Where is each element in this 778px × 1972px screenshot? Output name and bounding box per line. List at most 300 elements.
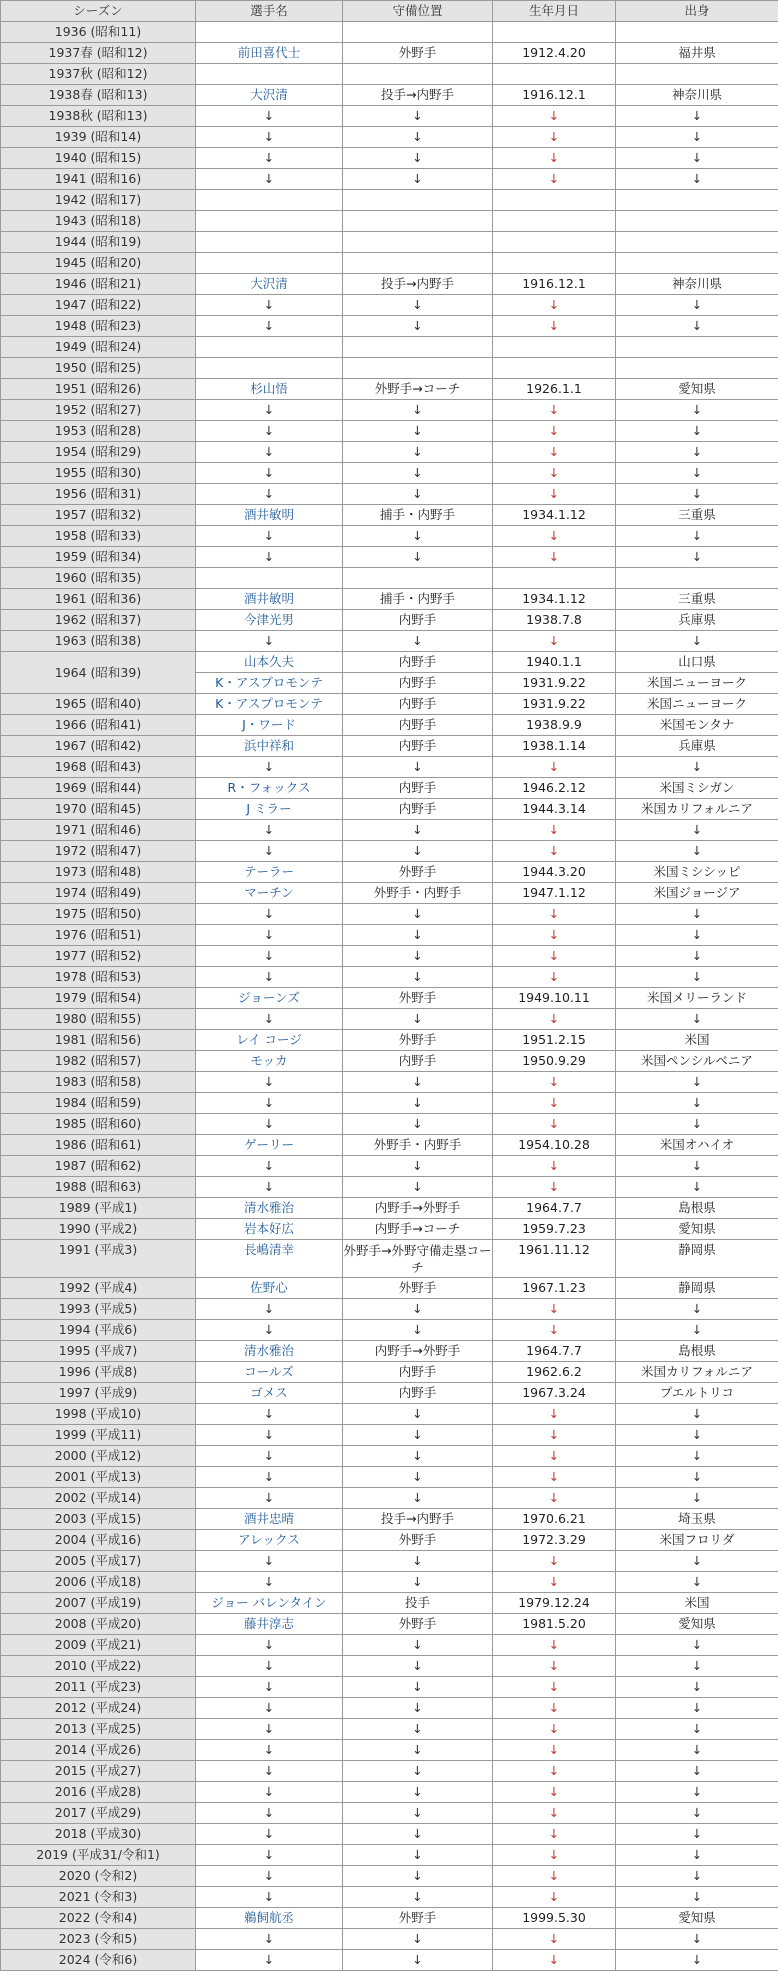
position-cell: ↓ <box>343 1803 493 1824</box>
birth-cell <box>493 190 616 211</box>
player-cell[interactable]: ↓ <box>196 1719 343 1740</box>
player-cell[interactable]: ↓ <box>196 148 343 169</box>
table-row <box>1 568 778 589</box>
birth-cell: 1967.1.23 <box>493 1278 616 1299</box>
origin-cell: ↓ <box>616 904 778 925</box>
table-row <box>1 967 778 988</box>
player-cell[interactable]: 杉山悟 <box>196 379 343 400</box>
player-cell[interactable]: ↓ <box>196 1467 343 1488</box>
table-row <box>1 1803 778 1824</box>
birth-cell: ↓ <box>493 1177 616 1198</box>
position-cell: ↓ <box>343 1404 493 1425</box>
birth-cell: ↓ <box>493 1467 616 1488</box>
season-cell: 1966 (昭和41) <box>1 715 196 736</box>
origin-cell: 静岡県 <box>616 1278 778 1299</box>
season-cell: 1977 (昭和52) <box>1 946 196 967</box>
player-cell[interactable]: 長嶋清幸 <box>196 1240 343 1278</box>
season-cell: 1970 (昭和45) <box>1 799 196 820</box>
position-cell: 内野手 <box>343 652 493 673</box>
player-cell[interactable]: ↓ <box>196 1404 343 1425</box>
player-cell[interactable]: ↓ <box>196 1929 343 1950</box>
player-cell[interactable]: ↓ <box>196 1824 343 1845</box>
origin-cell: ↓ <box>616 1572 778 1593</box>
player-cell[interactable]: 鵜飼航丞 <box>196 1908 343 1929</box>
table-row <box>1 862 778 883</box>
table-row <box>1 1114 778 1135</box>
player-cell[interactable]: ↓ <box>196 526 343 547</box>
player-cell[interactable]: ↓ <box>196 967 343 988</box>
position-cell: ↓ <box>343 1635 493 1656</box>
season-cell: 1976 (昭和51) <box>1 925 196 946</box>
birth-cell: ↓ <box>493 1551 616 1572</box>
player-cell[interactable]: ↓ <box>196 1698 343 1719</box>
table-row <box>1 64 778 85</box>
birth-cell <box>493 568 616 589</box>
origin-cell: ↓ <box>616 1803 778 1824</box>
position-cell: ↓ <box>343 1425 493 1446</box>
position-cell: 外野手 <box>343 862 493 883</box>
header-player: 選手名 <box>196 1 343 22</box>
player-cell[interactable]: ↓ <box>196 1845 343 1866</box>
table-row <box>1 211 778 232</box>
season-cell: 1989 (平成1) <box>1 1198 196 1219</box>
position-cell: 捕手・内野手 <box>343 505 493 526</box>
player-cell[interactable]: ↓ <box>196 442 343 463</box>
player-cell[interactable]: ↓ <box>196 1425 343 1446</box>
player-cell[interactable]: ↓ <box>196 400 343 421</box>
position-cell: 外野手 <box>343 1030 493 1051</box>
season-cell: 1936 (昭和11) <box>1 22 196 43</box>
position-cell: ↓ <box>343 463 493 484</box>
player-cell[interactable] <box>196 337 343 358</box>
origin-cell <box>616 568 778 589</box>
birth-cell: ↓ <box>493 547 616 568</box>
player-cell[interactable]: ↓ <box>196 841 343 862</box>
player-cell[interactable]: ↓ <box>196 1803 343 1824</box>
table-row <box>1 1219 778 1240</box>
birth-cell: ↓ <box>493 1845 616 1866</box>
birth-cell: ↓ <box>493 1950 616 1971</box>
position-cell: 内野手 <box>343 778 493 799</box>
position-cell: 内野手→コーチ <box>343 1219 493 1240</box>
table-row <box>1 610 778 631</box>
birth-cell: ↓ <box>493 1803 616 1824</box>
table-row <box>1 1866 778 1887</box>
origin-cell: ↓ <box>616 1177 778 1198</box>
season-cell: 1964 (昭和39) <box>1 652 196 694</box>
player-cell[interactable]: ↓ <box>196 1656 343 1677</box>
birth-cell: 1950.9.29 <box>493 1051 616 1072</box>
origin-cell: 米国ペンシルベニア <box>616 1051 778 1072</box>
position-cell: ↓ <box>343 1072 493 1093</box>
table-row <box>1 1551 778 1572</box>
table-row <box>1 169 778 190</box>
player-cell[interactable]: ↓ <box>196 904 343 925</box>
position-cell: ↓ <box>343 106 493 127</box>
player-cell[interactable]: ↓ <box>196 1446 343 1467</box>
birth-cell: ↓ <box>493 904 616 925</box>
player-cell[interactable]: ↓ <box>196 1551 343 1572</box>
season-cell: 2009 (平成21) <box>1 1635 196 1656</box>
player-cell[interactable]: ↓ <box>196 1635 343 1656</box>
birth-cell: ↓ <box>493 1093 616 1114</box>
table-row <box>1 1950 778 1971</box>
table-row <box>1 820 778 841</box>
season-cell: 2023 (令和5) <box>1 1929 196 1950</box>
birth-cell: ↓ <box>493 127 616 148</box>
table-row <box>1 43 778 64</box>
player-cell[interactable]: モッカ <box>196 1051 343 1072</box>
player-cell[interactable]: 清水雅治 <box>196 1341 343 1362</box>
player-cell[interactable]: ↓ <box>196 547 343 568</box>
table-row <box>1 1177 778 1198</box>
player-cell[interactable]: ↓ <box>196 1009 343 1030</box>
position-cell: 捕手・内野手 <box>343 589 493 610</box>
table-row <box>1 1698 778 1719</box>
player-cell[interactable]: レイ コージ <box>196 1030 343 1051</box>
birth-cell: ↓ <box>493 631 616 652</box>
birth-cell: ↓ <box>493 1009 616 1030</box>
position-cell: ↓ <box>343 1866 493 1887</box>
origin-cell: ↓ <box>616 1929 778 1950</box>
season-cell: 1944 (昭和19) <box>1 232 196 253</box>
player-cell[interactable]: 大沢清 <box>196 85 343 106</box>
position-cell: ↓ <box>343 148 493 169</box>
table-row <box>1 1488 778 1509</box>
player-cell[interactable]: ↓ <box>196 1761 343 1782</box>
player-cell[interactable]: ↓ <box>196 1950 343 1971</box>
player-cell[interactable]: ↓ <box>196 316 343 337</box>
position-cell: 外野手→外野守備走塁コーチ <box>343 1240 493 1278</box>
player-cell[interactable] <box>196 64 343 85</box>
table-row <box>1 589 778 610</box>
position-cell: ↓ <box>343 442 493 463</box>
birth-cell: 1931.9.22 <box>493 673 616 694</box>
origin-cell: ↓ <box>616 1299 778 1320</box>
position-cell: ↓ <box>343 1551 493 1572</box>
birth-cell: 1944.3.14 <box>493 799 616 820</box>
season-cell: 1948 (昭和23) <box>1 316 196 337</box>
position-cell: ↓ <box>343 631 493 652</box>
player-cell[interactable]: 酒井敏明 <box>196 505 343 526</box>
player-cell[interactable]: ↓ <box>196 169 343 190</box>
table-row <box>1 1404 778 1425</box>
origin-cell: ↓ <box>616 1761 778 1782</box>
birth-cell: ↓ <box>493 841 616 862</box>
position-cell: 外野手→コーチ <box>343 379 493 400</box>
position-cell: 内野手 <box>343 1383 493 1404</box>
birth-cell: 1938.9.9 <box>493 715 616 736</box>
origin-cell: 福井県 <box>616 43 778 64</box>
player-cell[interactable]: アレックス <box>196 1530 343 1551</box>
season-cell: 1957 (昭和32) <box>1 505 196 526</box>
player-cell[interactable] <box>196 358 343 379</box>
table-row <box>1 1156 778 1177</box>
season-cell: 1983 (昭和58) <box>1 1072 196 1093</box>
player-cell[interactable]: ↓ <box>196 757 343 778</box>
origin-cell: ↓ <box>616 757 778 778</box>
player-cell[interactable]: 前田喜代士 <box>196 43 343 64</box>
season-cell: 2015 (平成27) <box>1 1761 196 1782</box>
origin-cell: ↓ <box>616 820 778 841</box>
position-cell: 外野手 <box>343 1278 493 1299</box>
player-cell[interactable]: 清水雅治 <box>196 1198 343 1219</box>
player-cell[interactable]: 酒井忠晴 <box>196 1509 343 1530</box>
table-row <box>1 358 778 379</box>
origin-cell: ↓ <box>616 1009 778 1030</box>
season-cell: 1985 (昭和60) <box>1 1114 196 1135</box>
season-cell: 1938秋 (昭和13) <box>1 106 196 127</box>
table-row <box>1 631 778 652</box>
player-cell[interactable]: ↓ <box>196 1177 343 1198</box>
table-row <box>1 1635 778 1656</box>
origin-cell: 兵庫県 <box>616 610 778 631</box>
birth-cell <box>493 253 616 274</box>
position-cell: ↓ <box>343 1467 493 1488</box>
season-cell: 1994 (平成6) <box>1 1320 196 1341</box>
table-row <box>1 1278 778 1299</box>
player-cell[interactable]: ジョー バレンタイン <box>196 1593 343 1614</box>
origin-cell: ↓ <box>616 1425 778 1446</box>
player-cell[interactable] <box>196 232 343 253</box>
table-row <box>1 337 778 358</box>
origin-cell: ↓ <box>616 1551 778 1572</box>
table-row <box>1 799 778 820</box>
origin-cell <box>616 211 778 232</box>
season-cell: 2016 (平成28) <box>1 1782 196 1803</box>
position-cell: ↓ <box>343 1950 493 1971</box>
header-birth: 生年月日 <box>493 1 616 22</box>
player-cell[interactable]: ↓ <box>196 106 343 127</box>
table-row <box>1 400 778 421</box>
birth-cell: 1951.2.15 <box>493 1030 616 1051</box>
season-cell: 2003 (平成15) <box>1 1509 196 1530</box>
position-cell: 外野手 <box>343 1908 493 1929</box>
season-cell: 1939 (昭和14) <box>1 127 196 148</box>
player-cell[interactable]: コールズ <box>196 1362 343 1383</box>
table-row <box>1 1009 778 1030</box>
player-cell[interactable]: ↓ <box>196 1114 343 1135</box>
player-cell[interactable]: ↓ <box>196 1488 343 1509</box>
table-row <box>1 988 778 1009</box>
table-row <box>1 1362 778 1383</box>
player-cell[interactable]: ↓ <box>196 1782 343 1803</box>
table-row <box>1 253 778 274</box>
birth-cell: 1947.1.12 <box>493 883 616 904</box>
birth-cell: 1972.3.29 <box>493 1530 616 1551</box>
table-row <box>1 22 778 43</box>
table-row <box>1 1299 778 1320</box>
table-row <box>1 1383 778 1404</box>
player-cell[interactable]: ↓ <box>196 421 343 442</box>
table-row <box>1 1614 778 1635</box>
player-cell[interactable]: ↓ <box>196 946 343 967</box>
position-cell: ↓ <box>343 841 493 862</box>
season-cell: 1960 (昭和35) <box>1 568 196 589</box>
birth-cell <box>493 232 616 253</box>
player-cell[interactable]: ↓ <box>196 1299 343 1320</box>
season-cell: 1940 (昭和15) <box>1 148 196 169</box>
table-row <box>1 1656 778 1677</box>
origin-cell <box>616 232 778 253</box>
player-cell[interactable]: 山本久夫 <box>196 652 343 673</box>
player-cell[interactable]: ↓ <box>196 1072 343 1093</box>
player-cell[interactable]: K・アスプロモンテ <box>196 694 343 715</box>
origin-cell <box>616 337 778 358</box>
player-cell[interactable]: ↓ <box>196 631 343 652</box>
player-cell[interactable]: ↓ <box>196 1156 343 1177</box>
table-row <box>1 316 778 337</box>
origin-cell: ↓ <box>616 1698 778 1719</box>
position-cell: ↓ <box>343 484 493 505</box>
player-cell[interactable]: 岩本好広 <box>196 1219 343 1240</box>
birth-cell: ↓ <box>493 1929 616 1950</box>
season-cell: 2013 (平成25) <box>1 1719 196 1740</box>
table-row <box>1 190 778 211</box>
table-row <box>1 85 778 106</box>
origin-cell: 山口県 <box>616 652 778 673</box>
birth-cell: 1970.6.21 <box>493 1509 616 1530</box>
player-cell[interactable]: 浜中祥和 <box>196 736 343 757</box>
origin-cell: ↓ <box>616 1824 778 1845</box>
table-row <box>1 274 778 295</box>
player-cell[interactable]: J ミラー <box>196 799 343 820</box>
player-cell[interactable]: ゲーリー <box>196 1135 343 1156</box>
origin-cell: ↓ <box>616 1114 778 1135</box>
season-cell: 1937春 (昭和12) <box>1 43 196 64</box>
origin-cell: ↓ <box>616 106 778 127</box>
origin-cell: 米国ミシガン <box>616 778 778 799</box>
season-cell: 1993 (平成5) <box>1 1299 196 1320</box>
player-cell[interactable]: 今津光男 <box>196 610 343 631</box>
position-cell: ↓ <box>343 547 493 568</box>
season-cell: 2008 (平成20) <box>1 1614 196 1635</box>
player-cell[interactable]: 佐野心 <box>196 1278 343 1299</box>
table-row <box>1 484 778 505</box>
birth-cell: ↓ <box>493 1635 616 1656</box>
birth-cell: ↓ <box>493 1072 616 1093</box>
player-cell[interactable]: マーチン <box>196 883 343 904</box>
origin-cell: ↓ <box>616 127 778 148</box>
birth-cell <box>493 64 616 85</box>
origin-cell: 愛知県 <box>616 1219 778 1240</box>
position-cell: ↓ <box>343 967 493 988</box>
player-cell[interactable]: ↓ <box>196 1572 343 1593</box>
season-cell: 1946 (昭和21) <box>1 274 196 295</box>
position-cell: 投手→内野手 <box>343 274 493 295</box>
table-row <box>1 1761 778 1782</box>
player-cell[interactable]: ↓ <box>196 925 343 946</box>
player-cell[interactable]: ↓ <box>196 484 343 505</box>
player-cell[interactable]: 酒井敏明 <box>196 589 343 610</box>
header-origin: 出身 <box>616 1 778 22</box>
origin-cell <box>616 190 778 211</box>
player-cell[interactable]: ↓ <box>196 1887 343 1908</box>
origin-cell: 愛知県 <box>616 1614 778 1635</box>
season-cell: 1971 (昭和46) <box>1 820 196 841</box>
season-cell: 1950 (昭和25) <box>1 358 196 379</box>
position-cell: ↓ <box>343 1887 493 1908</box>
player-cell[interactable]: ↓ <box>196 295 343 316</box>
player-cell[interactable]: 藤井淳志 <box>196 1614 343 1635</box>
season-cell: 2024 (令和6) <box>1 1950 196 1971</box>
season-cell: 1947 (昭和22) <box>1 295 196 316</box>
table-row <box>1 1072 778 1093</box>
position-cell: 外野手 <box>343 988 493 1009</box>
origin-cell: 埼玉県 <box>616 1509 778 1530</box>
player-cell[interactable]: K・アスプロモンテ <box>196 673 343 694</box>
position-cell: ↓ <box>343 316 493 337</box>
player-cell[interactable]: ↓ <box>196 1866 343 1887</box>
season-cell: 1952 (昭和27) <box>1 400 196 421</box>
origin-cell: 神奈川県 <box>616 85 778 106</box>
player-cell[interactable]: ↓ <box>196 1320 343 1341</box>
position-cell <box>343 568 493 589</box>
birth-cell: 1967.3.24 <box>493 1383 616 1404</box>
table-row <box>1 505 778 526</box>
position-cell: 内野手 <box>343 1362 493 1383</box>
table-row <box>1 1740 778 1761</box>
player-cell[interactable]: 大沢清 <box>196 274 343 295</box>
position-cell: ↓ <box>343 1929 493 1950</box>
player-cell[interactable]: ↓ <box>196 127 343 148</box>
origin-cell: ↓ <box>616 442 778 463</box>
player-cell[interactable]: ↓ <box>196 1677 343 1698</box>
table-row <box>1 1509 778 1530</box>
birth-cell: ↓ <box>493 1299 616 1320</box>
player-cell[interactable]: J・ワード <box>196 715 343 736</box>
birth-cell: 1999.5.30 <box>493 1908 616 1929</box>
season-cell: 2014 (平成26) <box>1 1740 196 1761</box>
position-cell <box>343 64 493 85</box>
position-cell: 内野手 <box>343 715 493 736</box>
player-cell[interactable] <box>196 211 343 232</box>
position-cell: 外野手 <box>343 1614 493 1635</box>
player-cell[interactable]: ゴメス <box>196 1383 343 1404</box>
season-cell: 2005 (平成17) <box>1 1551 196 1572</box>
position-cell: ↓ <box>343 1761 493 1782</box>
season-cell: 2018 (平成30) <box>1 1824 196 1845</box>
origin-cell: ↓ <box>616 1072 778 1093</box>
season-cell: 1997 (平成9) <box>1 1383 196 1404</box>
player-cell[interactable]: ジョーンズ <box>196 988 343 1009</box>
position-cell: ↓ <box>343 1782 493 1803</box>
table-row <box>1 1341 778 1362</box>
birth-cell <box>493 211 616 232</box>
player-cell[interactable]: ↓ <box>196 820 343 841</box>
birth-cell: ↓ <box>493 148 616 169</box>
table-row <box>1 1593 778 1614</box>
player-cell[interactable] <box>196 568 343 589</box>
player-cell[interactable]: ↓ <box>196 1740 343 1761</box>
player-cell[interactable]: ↓ <box>196 463 343 484</box>
position-cell: ↓ <box>343 1320 493 1341</box>
player-cell[interactable]: テーラー <box>196 862 343 883</box>
roster-body <box>1 22 778 1971</box>
position-cell: 外野手 <box>343 43 493 64</box>
player-cell[interactable] <box>196 190 343 211</box>
table-row <box>1 925 778 946</box>
table-row <box>1 379 778 400</box>
table-row <box>1 946 778 967</box>
player-cell[interactable]: ↓ <box>196 1093 343 1114</box>
table-row <box>1 295 778 316</box>
position-cell: ↓ <box>343 1009 493 1030</box>
player-cell[interactable] <box>196 22 343 43</box>
player-cell[interactable]: R・フォックス <box>196 778 343 799</box>
season-cell: 1986 (昭和61) <box>1 1135 196 1156</box>
player-cell[interactable] <box>196 253 343 274</box>
